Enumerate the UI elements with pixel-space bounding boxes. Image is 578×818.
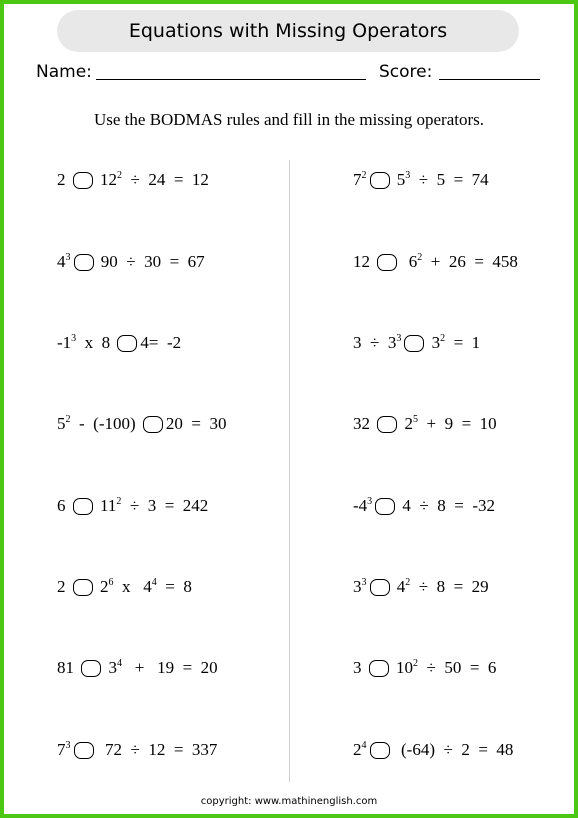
- left-equation-5: [57, 492, 208, 520]
- equation-text: 32: [353, 414, 375, 433]
- equation-text: ÷ 24 = 12: [122, 170, 209, 189]
- equation-text: 4 ÷ 8 = -32: [398, 496, 496, 515]
- operator-answer-box[interactable]: [73, 579, 93, 596]
- equation-text: 12: [353, 252, 375, 271]
- equation-text: 3: [353, 658, 366, 677]
- equation-text: 3 ÷ 3: [353, 333, 397, 352]
- exponent: 3: [361, 577, 367, 588]
- equation-text: 3: [104, 658, 117, 677]
- equation-text: 2: [95, 577, 109, 596]
- name-field[interactable]: [96, 79, 366, 80]
- score-label: Score:: [379, 62, 433, 82]
- equation-text: 6: [57, 496, 70, 515]
- equation-text: ÷ 8 = 29: [410, 577, 489, 596]
- operator-answer-box[interactable]: [370, 742, 390, 759]
- equation-text: 2: [57, 577, 70, 596]
- exponent: 3: [405, 170, 411, 181]
- right-equation-6: [353, 573, 489, 601]
- equation-text: 4: [57, 252, 66, 271]
- equation-text: -1: [57, 333, 72, 352]
- left-equation-4: [57, 410, 227, 438]
- equation-text: 72 ÷ 12 = 337: [96, 740, 218, 759]
- exponent: 2: [413, 658, 418, 669]
- operator-answer-box[interactable]: [375, 498, 395, 515]
- operator-answer-box[interactable]: [370, 579, 390, 596]
- exponent: 2: [116, 496, 122, 507]
- equation-text: 81: [57, 658, 79, 677]
- column-divider: [289, 160, 290, 782]
- equation-text: x 4: [113, 577, 152, 596]
- equation-text: = 8: [156, 577, 192, 596]
- exponent: 2: [405, 577, 411, 588]
- equation-text: 2: [57, 170, 70, 189]
- exponent: 3: [367, 496, 373, 507]
- right-equation-3: [353, 329, 480, 357]
- equation-text: 5: [392, 170, 406, 189]
- right-equation-5: [353, 492, 495, 520]
- worksheet-title: [57, 10, 519, 52]
- left-equation-3: [57, 329, 181, 357]
- operator-answer-box[interactable]: [73, 498, 93, 515]
- equation-text: 2: [400, 414, 413, 433]
- equation-text: 4: [392, 577, 406, 596]
- exponent: 3: [65, 252, 71, 263]
- exponent: 2: [65, 414, 71, 425]
- exponent: 2: [361, 170, 367, 181]
- left-equation-1: [57, 166, 209, 194]
- left-equation-8: [57, 736, 217, 764]
- operator-answer-box[interactable]: [377, 416, 397, 433]
- equation-text: = 1: [445, 333, 481, 352]
- equation-text: + 9 = 10: [418, 414, 497, 433]
- equation-text: - (-100): [70, 414, 140, 433]
- exponent: 4: [117, 658, 122, 669]
- exponent: 2: [117, 170, 122, 181]
- worksheet-title-text: Equations with Missing Operators: [128, 20, 448, 42]
- equation-text: (-64) ÷ 2 = 48: [392, 740, 514, 759]
- left-equation-6: [57, 573, 192, 601]
- operator-answer-box[interactable]: [81, 660, 101, 677]
- operator-answer-box[interactable]: [377, 254, 397, 271]
- operator-answer-box[interactable]: [74, 742, 94, 759]
- equation-text: 90 ÷ 30 = 67: [96, 252, 205, 271]
- left-equation-7: [57, 654, 218, 682]
- copyright-footer: copyright: www.mathinenglish.com: [200, 796, 378, 807]
- exponent: 6: [108, 577, 114, 588]
- right-equation-7: [353, 654, 496, 682]
- exponent: 3: [65, 740, 71, 751]
- equation-text: -4: [353, 496, 368, 515]
- name-score-row: [36, 62, 546, 86]
- left-equation-2: [57, 248, 205, 276]
- right-equation-2: [353, 248, 518, 276]
- exponent: 3: [396, 333, 402, 344]
- operator-answer-box[interactable]: [143, 416, 163, 433]
- operator-answer-box[interactable]: [370, 172, 390, 189]
- equation-text: 6: [400, 252, 418, 271]
- equation-text: 7: [57, 740, 66, 759]
- equation-text: 4= -2: [140, 333, 182, 352]
- equation-text: 20 = 30: [165, 414, 227, 433]
- equation-text: 10: [391, 658, 413, 677]
- equation-text: 3: [427, 333, 441, 352]
- equation-text: + 26 = 458: [422, 252, 518, 271]
- exponent: 3: [71, 333, 77, 344]
- name-label: Name:: [36, 62, 92, 82]
- operator-answer-box[interactable]: [74, 254, 94, 271]
- operator-answer-box[interactable]: [369, 660, 389, 677]
- operator-answer-box[interactable]: [404, 335, 424, 352]
- exponent: 4: [361, 740, 367, 751]
- equation-text: 12: [95, 170, 117, 189]
- right-equation-8: [353, 736, 513, 764]
- equation-text: 11: [95, 496, 117, 515]
- equation-text: + 19 = 20: [122, 658, 218, 677]
- exponent: 5: [413, 414, 418, 425]
- right-equation-4: [353, 410, 497, 438]
- operator-answer-box[interactable]: [117, 335, 137, 352]
- exponent: 2: [417, 252, 423, 263]
- right-equation-1: [353, 166, 489, 194]
- operator-answer-box[interactable]: [73, 172, 93, 189]
- equation-text: 7: [353, 170, 362, 189]
- score-field[interactable]: [439, 79, 540, 80]
- equation-text: x 8: [76, 333, 115, 352]
- equation-text: ÷ 50 = 6: [418, 658, 497, 677]
- exponent: 4: [151, 577, 157, 588]
- equation-text: 5: [57, 414, 66, 433]
- equation-text: ÷ 5 = 74: [410, 170, 489, 189]
- equation-text: 3: [353, 577, 362, 596]
- equation-text: ÷ 3 = 242: [121, 496, 209, 515]
- exponent: 2: [440, 333, 446, 344]
- instructions: Use the BODMAS rules and fill in the missing operators.: [93, 110, 484, 129]
- equation-text: 2: [353, 740, 362, 759]
